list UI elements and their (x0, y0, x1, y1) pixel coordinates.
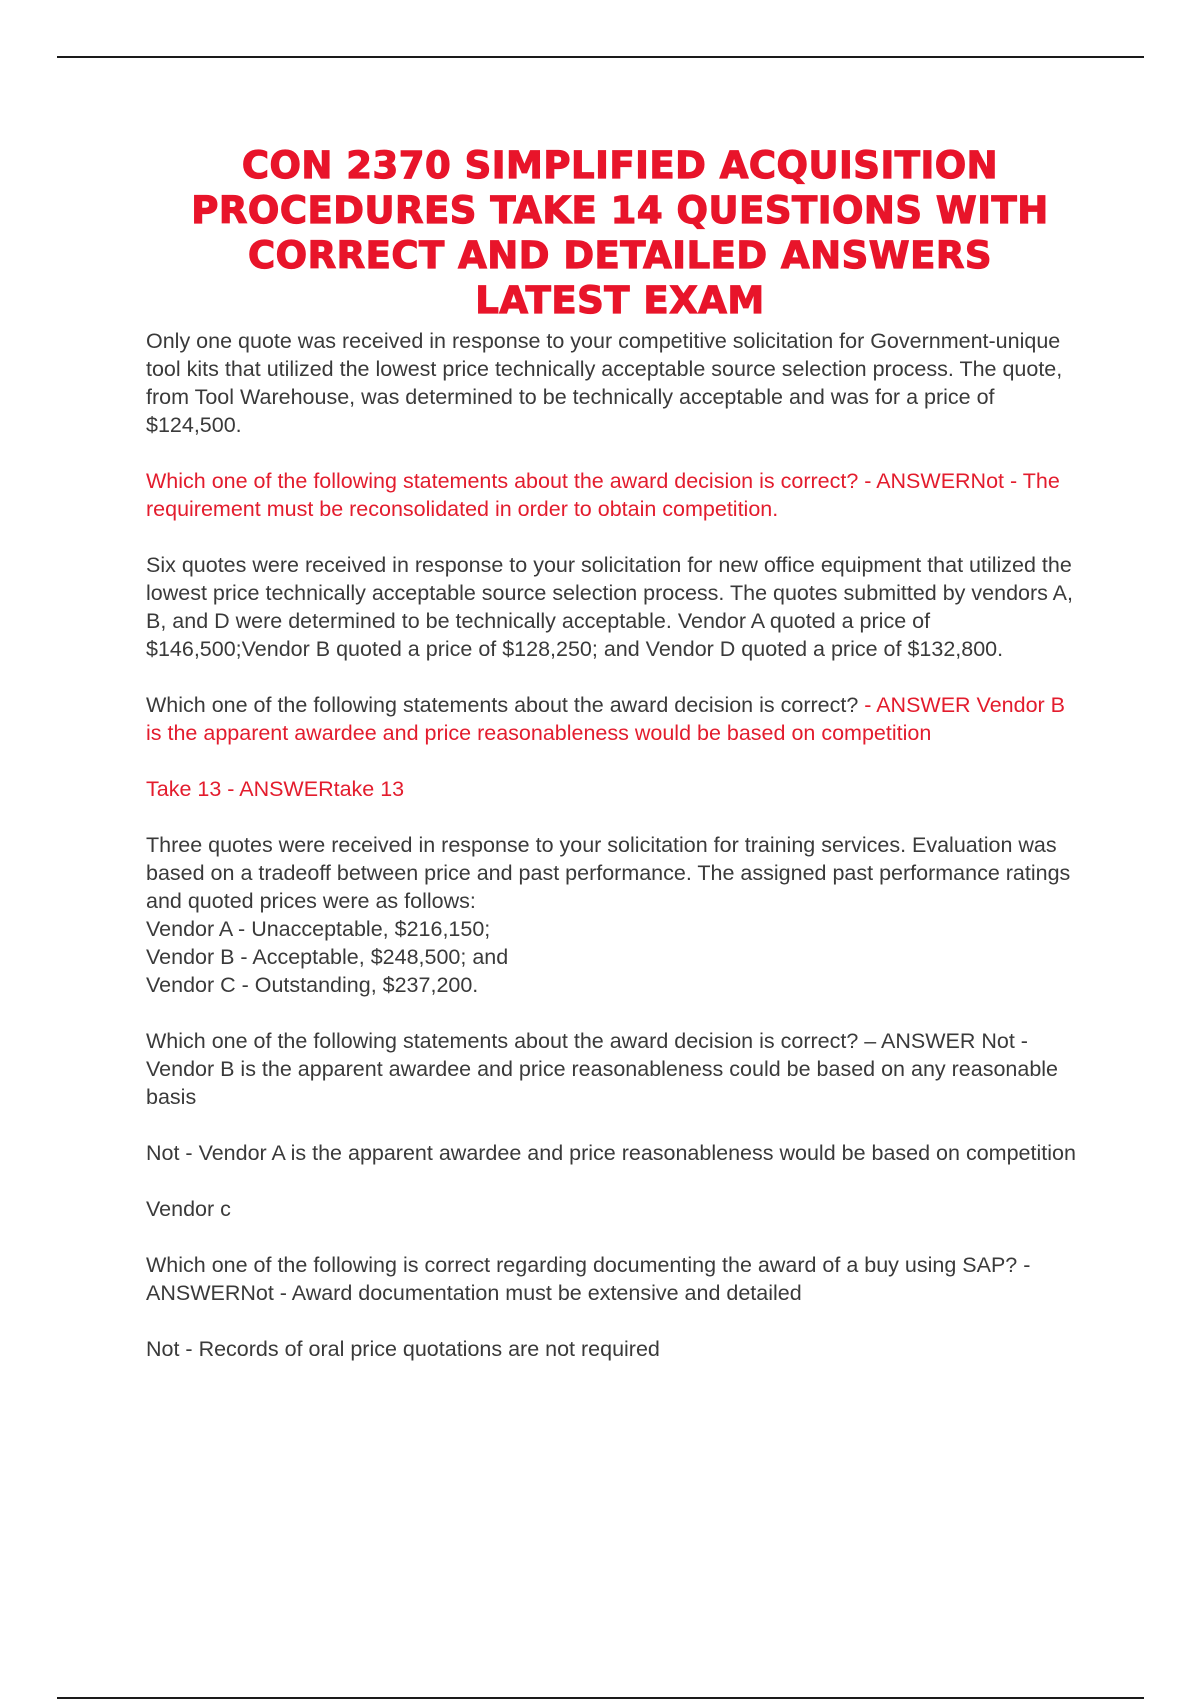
title-line: LATEST EXAM (475, 279, 765, 322)
vendor-line: Vendor A - Unacceptable, $216,150; (146, 917, 491, 941)
vendor-line: Vendor B - Acceptable, $248,500; and (146, 945, 509, 969)
question-answer-award-decision: Which one of the following statements about the award decision is correct? - ANSWERNot - The requirement must be reconsolidated in order to obtain competition. (146, 469, 1060, 521)
title-line: CORRECT AND DETAILED ANSWERS (247, 234, 992, 277)
question-context-training-services (146, 831, 1086, 999)
answer-vendor-c: Vendor c (146, 1197, 231, 1221)
question-text: Which one of the following statements about the award decision is correct? (146, 693, 865, 717)
title-line: PROCEDURES TAKE 14 QUESTIONS WITH (191, 189, 1049, 232)
question-context-tool-kits: Only one quote was received in response to your competitive solicitation for Government-unique tool kits that utilized the lowest price technically acceptable source selection process. The quote, from Tool Warehouse, was determined to be technically acceptable and was for a price of $124,500. (146, 329, 1063, 437)
title-line: CON 2370 SIMPLIFIED ACQUISITION (241, 144, 999, 187)
question-answer-training: Which one of the following statements about the award decision is correct? – ANSWER Not - Vendor B is the apparent awardee and price reasonableness could be based on any reasonable basis (146, 1029, 1059, 1109)
question-answer-sap-documentation: Which one of the following is correct regarding documenting the award of a buy using SAP? - ANSWERNot - Award documentation must be extensive and detailed (146, 1253, 1031, 1305)
context-line: Three quotes were received in response to your solicitation for training services. Evaluation was based on a tradeoff between price and past performance. The assigned past performance ratings and quoted prices were as follows: (146, 833, 1071, 913)
answer-text: - ANSWER Vendor B is the apparent awardee and price reasonableness would be based on competition (146, 693, 1065, 745)
answer-option-oral-quotations: Not - Records of oral price quotations are not required (146, 1337, 660, 1361)
bottom-rule (57, 1697, 1144, 1699)
document-body (146, 327, 1086, 1391)
document-title (130, 143, 1110, 323)
question-context-office-equipment: Six quotes were received in response to your solicitation for new office equipment that utilized the lowest price technically acceptable source selection process. The quotes submitted by vendors A, B, and D were determined to be technically acceptable. Vendor A quoted a price of $146,500;Vendor B quoted a price of $128,250; and Vendor D quoted a price of $132,800. (146, 553, 1073, 661)
top-rule (57, 56, 1144, 58)
take-13-heading: Take 13 - ANSWERtake 13 (146, 777, 405, 801)
vendor-line: Vendor C - Outstanding, $237,200. (146, 973, 479, 997)
answer-option-vendor-a: Not - Vendor A is the apparent awardee and price reasonableness would be based on competition (146, 1141, 1076, 1165)
question-award-decision-vendor-b (146, 691, 1086, 747)
